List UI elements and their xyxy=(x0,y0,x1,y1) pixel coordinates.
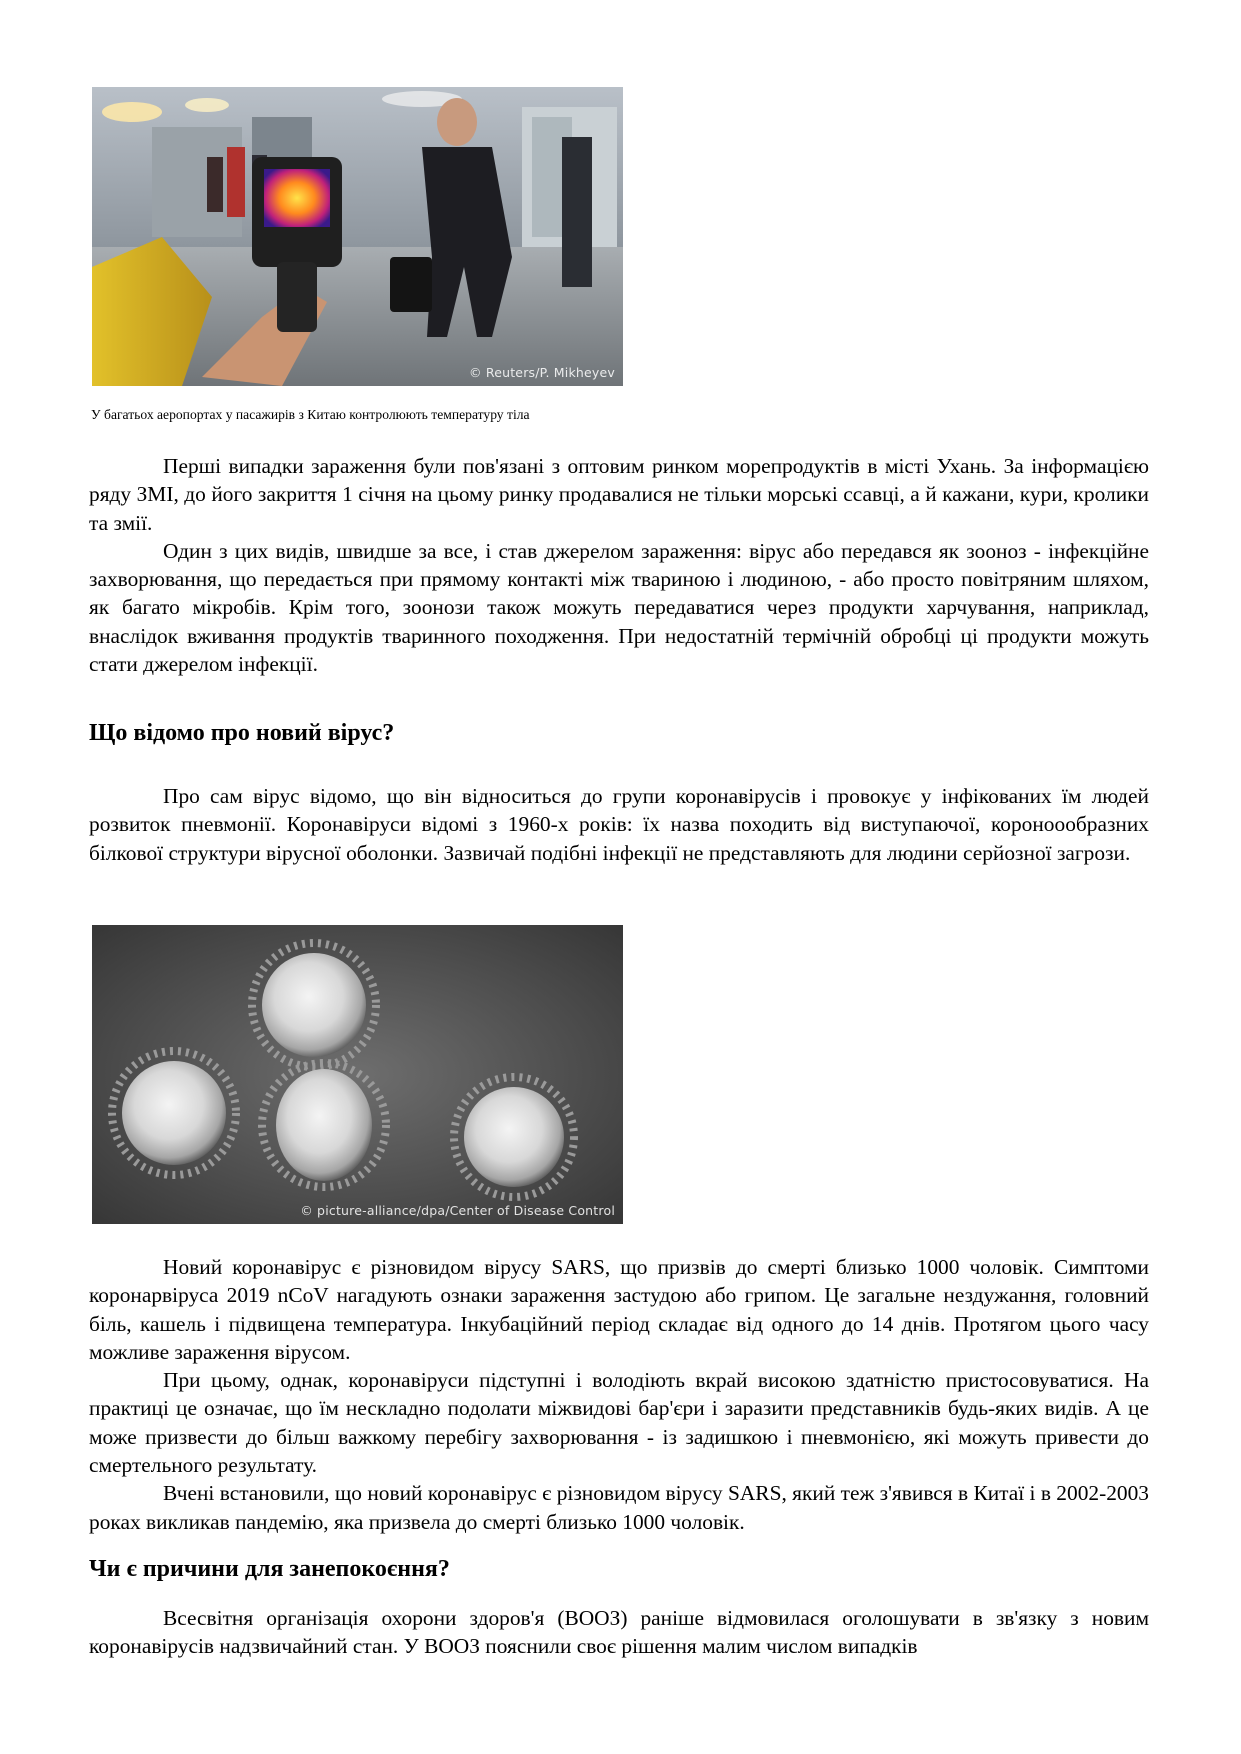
section-heading: Що відомо про новий вірус? xyxy=(89,720,395,746)
paragraph: Один з цих видів, швидше за все, і став джерелом зараження: вірус або передався як зооноз - інфекційне захворювання, що передається при прямому контакті між твариною і людиною, - або просто повітряним шляхом, як багато мікробів. Крім того, зоонози також можуть передаватися через продукти харчування, наприклад, внаслідок вживання продуктів тваринного походження. При недостатній термічній обробці ці продукти можуть стати джерелом інфекції. xyxy=(89,538,1149,677)
virus-section-heading xyxy=(89,718,1149,748)
concern-section-body xyxy=(89,1604,1149,1661)
intro-section xyxy=(89,452,1149,678)
coronavirus-micrograph xyxy=(92,925,623,1224)
paragraph: Про сам вірус відомо, що він відноситься до групи коронавірусів і провокує у інфікованих їм людей розвиток пневмонії. Коронавіруси відомі з 1960-х років: їх назва походить від виступаючої, короноообразних білкової структури вірусної оболонки. Зазвичай подібні інфекції не представляють для людини серйозної загрози. xyxy=(89,784,1149,865)
sars-section xyxy=(89,1253,1149,1536)
airport-thermal-photo xyxy=(92,87,623,386)
paragraph: Вчені встановили, що новий коронавірус є різновидом вірусу SARS, який теж з'явився в Китаї і в 2002-2003 роках викликав пандемію, яка призвела до смерті близько 1000 чоловік. xyxy=(89,1481,1149,1534)
virus-section-body xyxy=(89,782,1149,867)
section-heading: Чи є причини для занепокоєння? xyxy=(89,1556,450,1582)
micrograph-illustration xyxy=(92,925,623,1224)
airport-photo-illustration xyxy=(92,87,623,386)
paragraph: При цьому, однак, коронавіруси підступні і володіють вкрай високою здатністю пристосовуватися. На практиці це означає, що їм нескладно подолати міжвидові бар'єри і заразити представників будь-яких видів. А це може призвести до більш важкому перебігу захворювання - із задишкою і пневмонією, які можуть привести до смертельного результату. xyxy=(89,1368,1149,1478)
photo-credit: © Reuters/P. Mikheyev xyxy=(469,365,615,380)
photo-caption: У багатьох аеропортах у пасажирів з Китаю контролюють температуру тіла xyxy=(91,407,530,422)
paragraph: Перші випадки зараження були пов'язані з оптовим ринком морепродуктів в місті Ухань. За інформацією ряду ЗМІ, до його закриття 1 січня на цьому ринку продавалися не тільки морські ссавці, а й кажани, кури, кролики та змії. xyxy=(89,454,1149,535)
paragraph: Всесвітня організація охорони здоров'я (ВООЗ) раніше відмовилася оголошувати в зв'язку з новим коронавірусів надзвичайний стан. У ВООЗ пояснили своє рішення малим числом випадків xyxy=(89,1606,1149,1659)
paragraph: Новий коронавірус є різновидом вірусу SARS, що призвів до смерті близько 1000 чоловік. Симптоми коронарвіруса 2019 nCoV нагадують ознаки зараження застудою або грипом. Це загальне нездужання, головний біль, кашель і підвищена температура. Інкубаційний період складає від одного до 14 днів. Протягом цього часу можливе зараження вірусом. xyxy=(89,1255,1149,1364)
micrograph-credit: © picture-alliance/dpa/Center of Disease Control xyxy=(300,1203,615,1218)
concern-section-heading xyxy=(89,1554,1149,1584)
